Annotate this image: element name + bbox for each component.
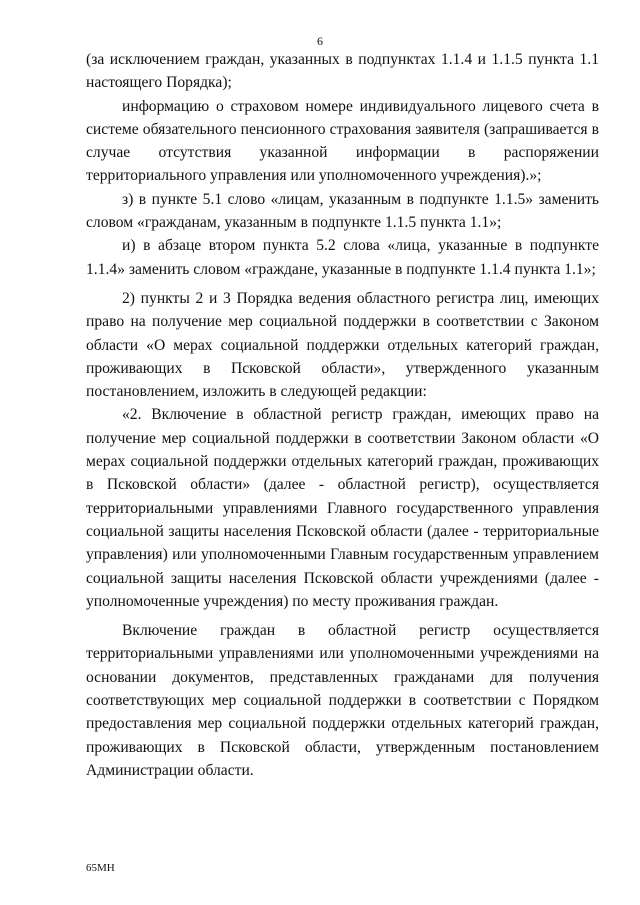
paragraph-snils-info: информацию о страховом номере индивидуального лицевого счета в системе обязательного пенсионного страхования заявителя (запрашивается в случае отсутствия указанной информации в распоряжении территориального управления или уполномоченного учреждения).»; — [86, 97, 599, 185]
paragraph-inclusion: Включение граждан в областной регистр осуществляется территориальными управлениями или уполномоченными учреждениями на основании документов, представленных гражданами для получения соответствующих мер социальной поддержки в соответствии с Порядком предоставления мер социальной поддержки отдельных категорий граждан, проживающих в Псковской области, утвержденным постановлением Администрации области. — [86, 622, 599, 779]
document-code: 65МН — [86, 862, 115, 874]
paragraph-item-i: и) в абзаце втором пункта 5.2 слова «лица, указанные в подпункте 1.1.4» заменить словом «граждане, указанные в подпункте 1.1.4 пункта 1.1»; — [86, 237, 599, 278]
paragraph-clause-2: «2. Включение в областной регистр граждан, имеющих право на получение мер социальной поддержки в соответствии Законом области «О мерах социальной поддержки отдельных категорий граждан, проживающих в Псковской области» (далее - областной регистр), осуществляется территориальными управлениями Главного государственного управления социальной защиты населения Псковской области (далее - территориальные управления) или уполномоченными Главным государственным управлением социальной защиты населения Псковской области учреждениями (далее - уполномоченные учреждения) по месту проживания граждан. — [86, 406, 599, 610]
page-number: 6 — [317, 34, 323, 48]
paragraph-item-z: з) в пункте 5.1 слово «лицам, указанным в подпункте 1.1.5» заменить словом «гражданам, указанным в подпункте 1.1.5 пункта 1.1»; — [86, 190, 599, 232]
paragraph-exclusion-note: (за исключением граждан, указанных в подпунктах 1.1.4 и 1.1.5 пункта 1.1 настоящего Порядка); — [86, 51, 599, 92]
paragraph-item-2: 2) пункты 2 и 3 Порядка ведения областного регистра лиц, имеющих право на получение мер социальной поддержки в соответствии с Законом области «О мерах социальной поддержки отдельных категорий граждан, проживающих в Псковской области», утвержденного указанным постановлением, изложить в следующей редакции: — [86, 289, 599, 401]
document-body — [86, 48, 599, 782]
